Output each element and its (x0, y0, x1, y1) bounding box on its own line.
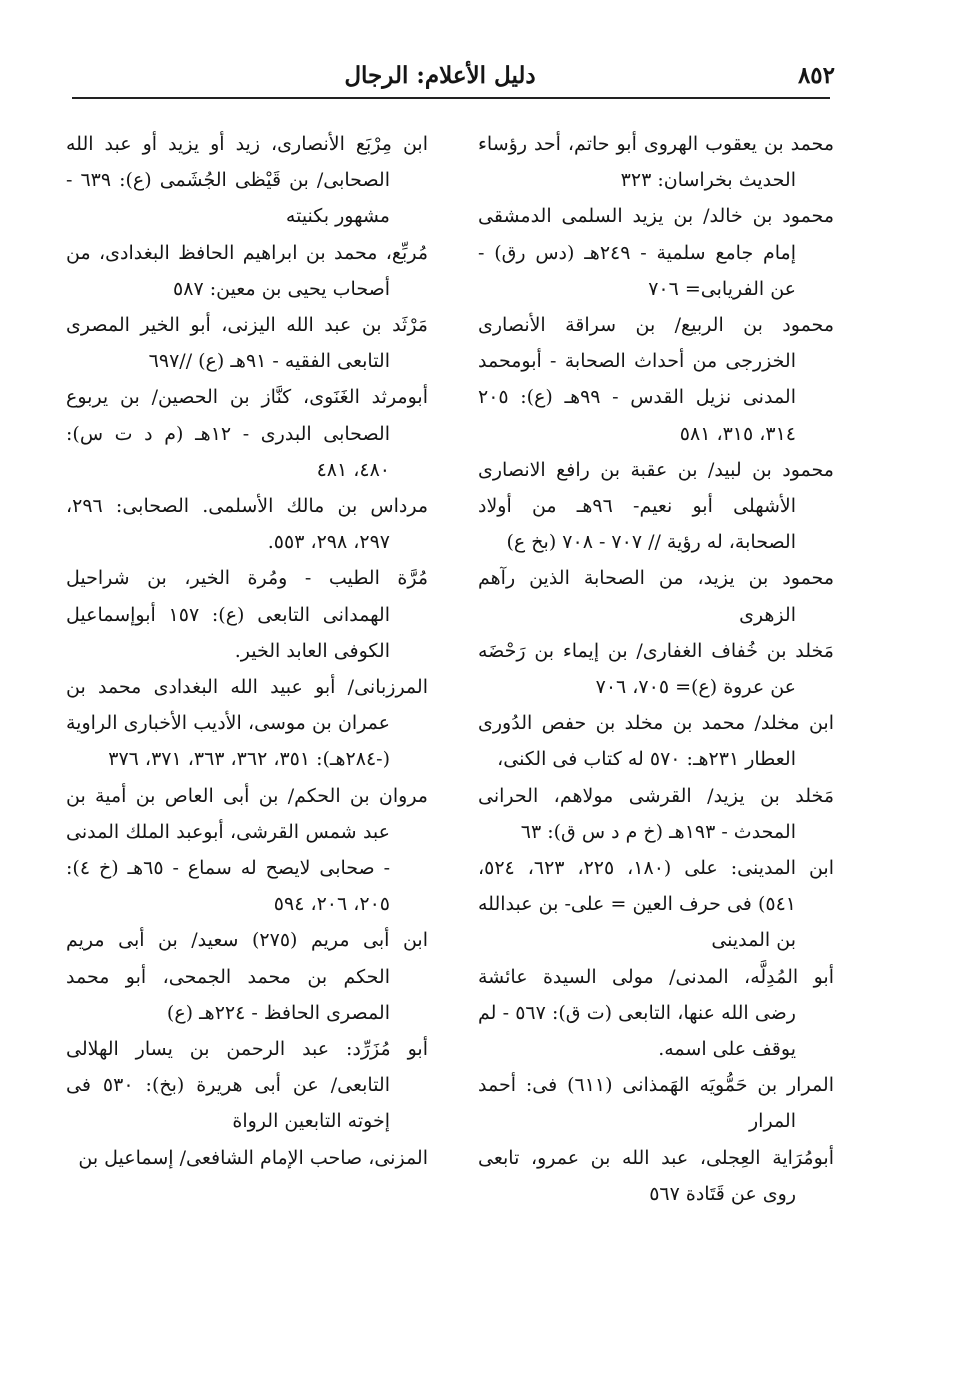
index-entry: مروان بن الحكم/ بن أبى العاص بن أمية بن عبد شمس القرشى، أبوعبد الملك المدنى - صحابى لايصح له سماع - ٦٥هـ (خ ٤): ٢٠٥، ٢٠٦، ٥٩٤ (66, 784, 428, 916)
index-entry: أبو مُزَرِّد: عبد الرحمن بن يسار الهلالى التابعى/ عن أبى هريرة (بخ): ٥٣٠ فى إخوته التابعين الرواة (66, 1038, 428, 1133)
index-entry: أبو المُدِلَّه، المدنى/ مولى السيدة عائشة رضى الله عنها، التابعى (ت ق): ٥٦٧ - لم يوقف على اسمه. (478, 965, 834, 1061)
index-entry: المرزبانى/ أبو عبيد الله البغدادى محمد بن عمران بن موسى، الأديب الأخبارى الراوية (-٢٨٤هـ): ٣٥١، ٣٦٢، ٣٦٣، ٣٧١، ٣٧٦ (66, 676, 428, 771)
index-entry: المرار بن حَمُّويَه الهَمذانى (٦١١) فى: أحمد المرار (478, 1074, 834, 1133)
index-entry: ابن مِرْبَع الأنصارى، زيد أو يزيد أو عبد الله الصحابى/ بن قَيْظى الجُشَمى (ع): ٦٣٩ - مشهور بكنيته (66, 133, 428, 228)
index-entry: أبومُرَاية العِجلى، عبد الله بن عمرو، تابعى روى عن قَتَادة ٥٦٧ (478, 1146, 834, 1205)
right-column (478, 126, 834, 1212)
index-entry: ابن مخلد/ محمد بن مخلد بن حفص الدُورى العطار ٢٣١هـ: ٥٧٠ له كتاب فى الكنى، (478, 712, 834, 771)
header-rule (72, 97, 830, 99)
index-entry: المزنى، صاحب الإمام الشافعى/ إسماعيل بن (78, 1146, 428, 1169)
index-entry: محمود بن لبيد/ بن عقبة بن رافع الانصارى الأشهلى أبو نعيم- ٩٦هـ من أولاد الصحابة، له رؤية // ٧٠٧ - ٧٠٨ (بخ ع) (478, 458, 834, 554)
index-entry: ابن أبى مريم (٢٧٥) سعيد/ بن أبى مريم الحكم بن محمد الجمحى، أبو محمد المصرى الحافظ - ٢٢٤هـ (ع) (66, 929, 429, 1024)
index-entry: مَخلد بن يزيد/ القرشى مولاهم، الحرانى المحدث - ١٩٣هـ (خ م د س ق): ٦٣ (478, 784, 834, 843)
index-entry: مَخلد بن خُفاف الغفارى/ بن إيماء بن رَحْضَه عن عروة (ع)= ٧٠٥، ٧٠٦ (478, 639, 834, 699)
index-entry: مَرْثَد بن عبد الله اليزنى، أبو الخير المصرى التابعى الفقيه - ٩١هـ (ع) //٦٩٧ (66, 314, 428, 373)
index-entry: ابن المدينى: على (١٨٠، ٢٢٥، ٦٢٣، ٥٢٤، ٥٤١) فى حرف العين = على- بن عبدالله بن المدينى (478, 857, 834, 952)
index-entry: محمود بن يزيد، من الصحابة الذين رآهم الزهرى (478, 567, 834, 626)
index-entry: محمود بن خالد/ بن يزيد السلمى الدمشقى إمام جامع سلمية - ٢٤٩هـ (دس رق) - عن الفريابى= ٧٠٦ (478, 205, 834, 300)
index-entry: أبومرثد الغَنَوى، كنَّاز بن الحصين/ بن يربوع الصحابى البدرى - ١٢هـ (م د ت س): ٤٨٠، ٤٨١ (66, 386, 428, 481)
index-entry: مرداس بن مالك الأسلمى. الصحابى: ٢٩٦، ٢٩٧، ٢٩٨، ٥٥٣. (66, 495, 428, 554)
index-entry: مُربِّع، محمد بن ابراهيم الحافظ البغدادى، من أصحاب يحيى بن معين: ٥٨٧ (66, 241, 428, 300)
page-number: ٨٥٢ (797, 62, 835, 89)
index-entry: محمود بن الربيع/ بن سراقة الأنصارى الخزرجى من أحداث الصحابة - أبومحمد المدنى نزيل القدس - ٩٩هـ (ع): ٢٠٥ ٣١٤، ٣١٥، ٥٨١ (478, 314, 834, 445)
index-entry: مُرَّة الطيب - ومُرة الخير، بن شراحيل الهمدانى التابعى (ع): ١٥٧ أبوإسماعيل الكوفى العابد الخير. (66, 567, 428, 662)
running-title: دليل الأعلام: الرجال (344, 62, 536, 89)
left-column (66, 126, 428, 1176)
index-entry: محمد بن يعقوب الهروى أبو حاتم، أحد رؤساء الحديث بخراسان: ٣٢٣ (478, 133, 834, 192)
